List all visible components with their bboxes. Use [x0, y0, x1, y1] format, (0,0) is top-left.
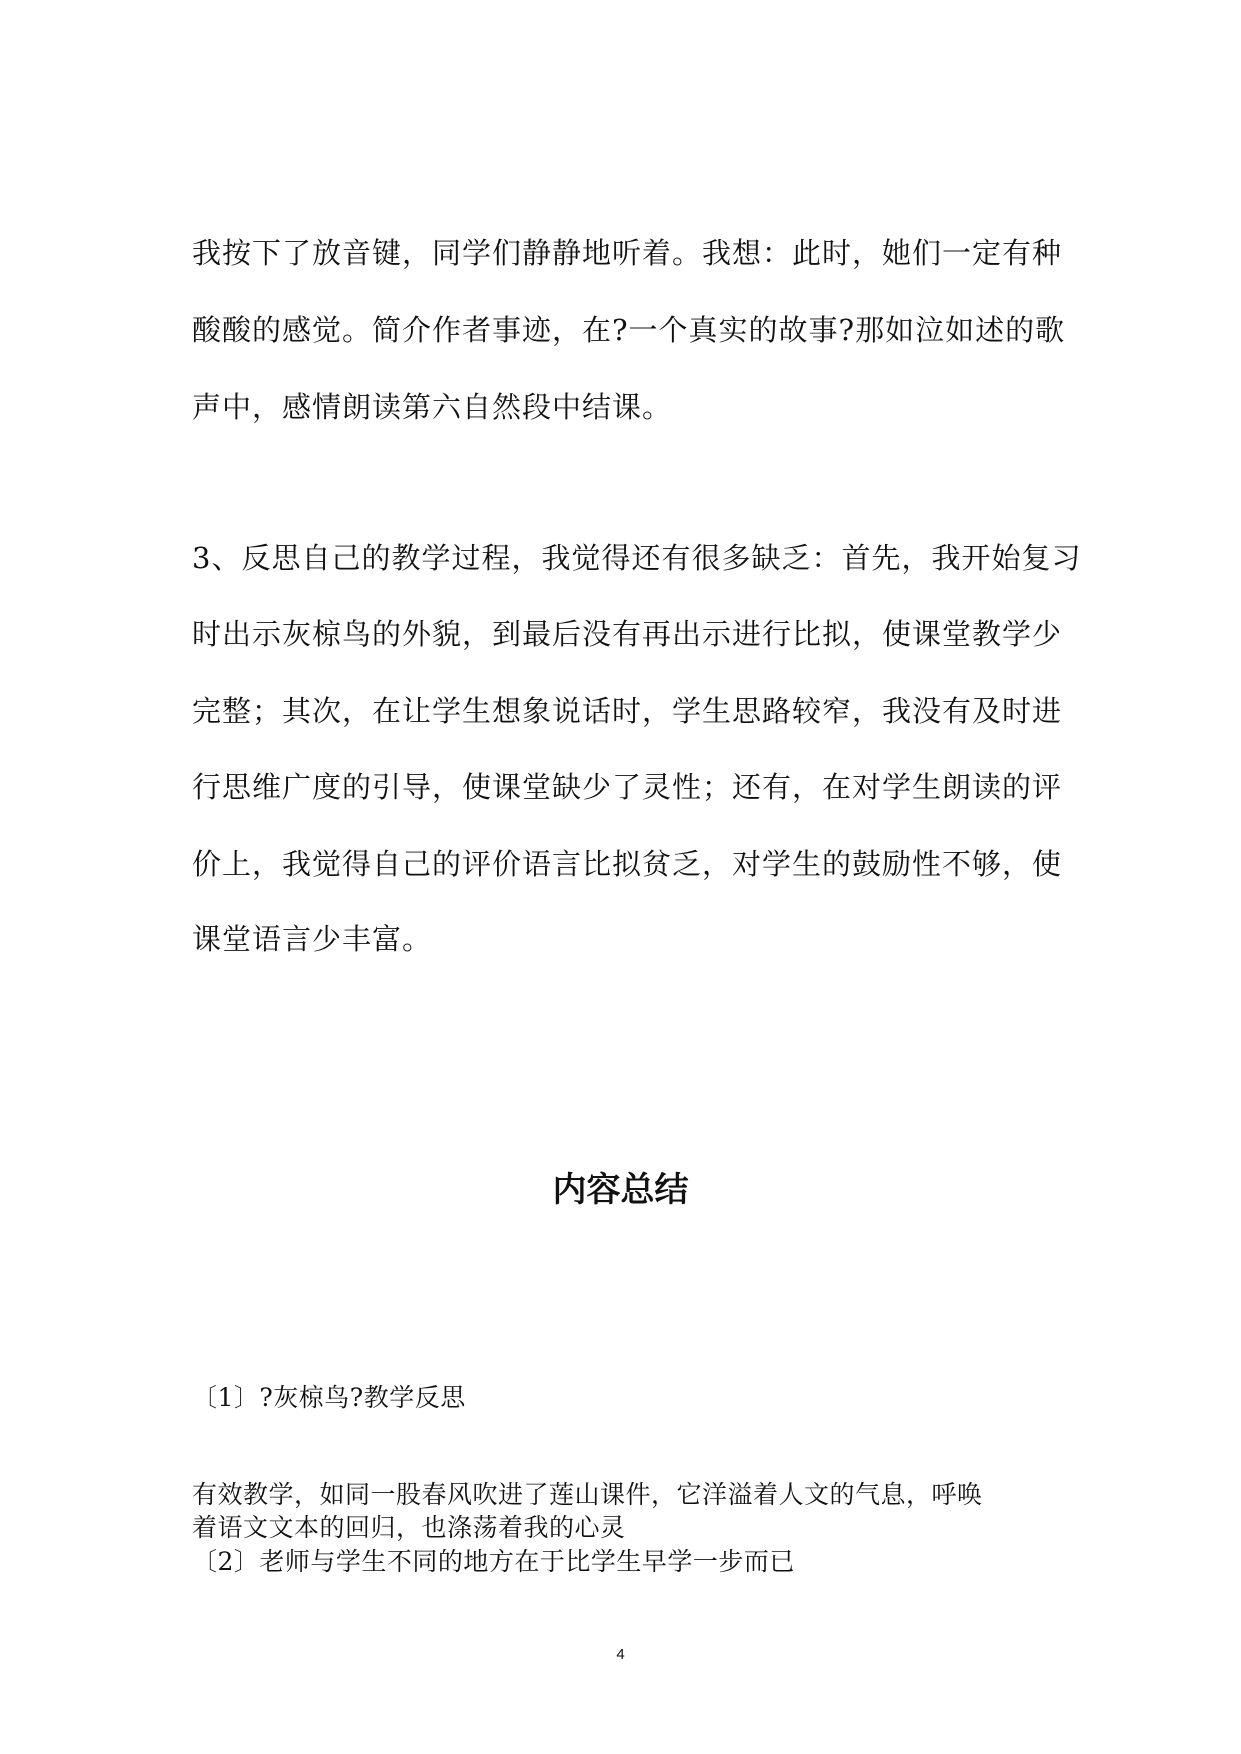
summary-heading: 内容总结 [552, 1170, 689, 1210]
paragraph-1-line-3: 声中，感情朗读第六自然段中结课。 [192, 390, 673, 424]
summary-body-line-2: 着语文文本的回归，也涤荡着我的心灵 [192, 1513, 626, 1542]
paragraph-1-line-2: 酸酸的感觉。简介作者事迹，在?一个真实的故事?那如泣如述的歌 [192, 313, 1066, 347]
paragraph-2-line-2: 时出示灰椋鸟的外貌，到最后没有再出示进行比拟，使课堂教学少 [192, 617, 1063, 651]
paragraph-2-line-4: 行思维广度的引导，使课堂缺少了灵性；还有，在对学生朗读的评 [192, 770, 1063, 804]
page-number: 4 [616, 1646, 625, 1663]
summary-item-2: 〔2〕老师与学生不同的地方在于比学生早学一步而已 [192, 1547, 795, 1576]
paragraph-2-line-3: 完整；其次，在让学生想象说话时，学生思路较窄，我没有及时进 [192, 694, 1063, 728]
paragraph-2-line-1: 3、反思自己的教学过程，我觉得还有很多缺乏：首先，我开始复习 [192, 541, 1082, 575]
summary-item-1: 〔1〕?灰椋鸟?教学反思 [192, 1383, 466, 1412]
paragraph-2-line-6: 课堂语言少丰富。 [192, 922, 433, 956]
paragraph-2-line-5: 价上，我觉得自己的评价语言比拟贫乏，对学生的鼓励性不够，使 [192, 847, 1063, 881]
summary-body-line-1: 有效教学，如同一股春风吹进了莲山课件，它洋溢着人文的气息，呼唤 [192, 1480, 983, 1509]
paragraph-1-line-1: 我按下了放音键，同学们静静地听着。我想：此时，她们一定有种 [192, 236, 1063, 270]
